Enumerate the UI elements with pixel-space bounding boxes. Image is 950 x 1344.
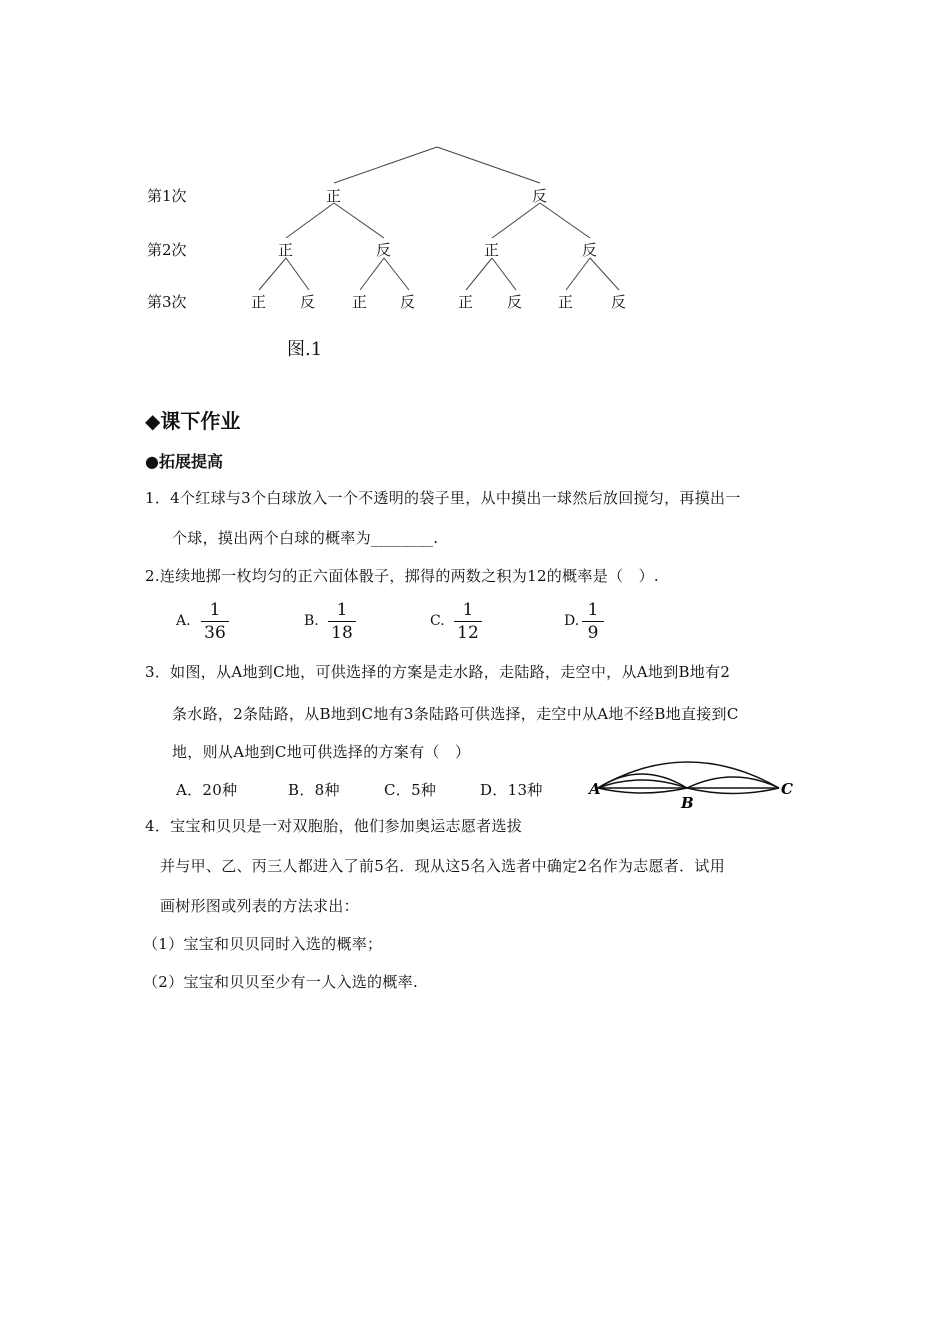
tree-node-l2-3: 反 (582, 241, 598, 259)
q3-option-d: D．13种 (480, 781, 543, 799)
tree-node-l1-1: 反 (532, 187, 548, 205)
q4-line1: 4．宝宝和贝贝是一对双胞胎，他们参加奥运志愿者选拔 (145, 817, 523, 835)
point-a-label: A (589, 780, 601, 798)
level-1-label: 第1次 (147, 187, 187, 205)
route-diagram (585, 752, 805, 812)
level-3-label: 第3次 (147, 293, 187, 311)
tree-node-l1-0: 正 (326, 187, 342, 205)
q1-line2: 个球，摸出两个白球的概率为________. (172, 529, 439, 547)
q3-option-a: A．20种 (176, 781, 238, 799)
fraction-denominator: 18 (331, 623, 353, 643)
q2-option-a-letter: A. (176, 613, 191, 629)
q2-option-b-fraction (328, 600, 356, 643)
point-b-label: B (681, 794, 694, 812)
q3-line3: 地，则从A地到C地可供选择的方案有（ ） (172, 743, 471, 761)
fraction-denominator: 12 (457, 623, 479, 643)
tree-node-l2-0: 正 (278, 241, 294, 259)
q3-option-c: C．5种 (384, 781, 437, 799)
fraction-denominator: 36 (204, 623, 226, 643)
level-2-label: 第2次 (147, 241, 187, 259)
tree-node-l3-1: 反 (300, 293, 316, 311)
fraction-numerator: 1 (587, 600, 599, 620)
fraction-denominator: 9 (587, 623, 599, 643)
q1-line1: 1．4个红球与3个白球放入一个不透明的袋子里，从中摸出一球然后放回搅匀，再摸出一 (145, 489, 741, 507)
probability-tree-diagram (0, 0, 950, 380)
q2-stem: 2.连续地掷一枚均匀的正六面体骰子，掷得的两数之积为12的概率是（ ）. (145, 567, 659, 585)
q2-option-c-fraction (454, 600, 482, 643)
q2-option-a-fraction (201, 600, 229, 643)
q4-sub1: （1）宝宝和贝贝同时入选的概率； (143, 935, 383, 953)
q2-option-d-letter: D. (564, 613, 580, 629)
tree-node-l2-1: 反 (376, 241, 392, 259)
q2-option-d-fraction (582, 600, 604, 643)
q4-line3: 画树形图或列表的方法求出： (160, 897, 359, 915)
tree-node-l3-7: 反 (611, 293, 627, 311)
q3-option-b: B．8种 (288, 781, 340, 799)
tree-node-l3-5: 反 (507, 293, 523, 311)
q2-option-c-letter: C. (430, 613, 445, 629)
section-subtitle: ●拓展提高 (145, 452, 223, 471)
tree-node-l3-3: 反 (400, 293, 416, 311)
q4-sub2: （2）宝宝和贝贝至少有一人入选的概率. (143, 973, 419, 991)
q3-line1: 3．如图，从A地到C地，可供选择的方案是走水路，走陆路，走空中，从A地到B地有2 (145, 663, 731, 681)
q2-option-b-letter: B. (304, 613, 319, 629)
tree-node-l3-2: 正 (352, 293, 368, 311)
fraction-numerator: 1 (336, 600, 348, 620)
section-title: ◆课下作业 (145, 409, 241, 433)
q3-line2: 条水路，2条陆路，从B地到C地有3条陆路可供选择，走空中从A地不经B地直接到C (172, 705, 739, 723)
fraction-numerator: 1 (462, 600, 474, 620)
q4-line2: 并与甲、乙、丙三人都进入了前5名．现从这5名入选者中确定2名作为志愿者．试用 (160, 857, 726, 875)
point-c-label: C (781, 780, 793, 798)
tree-node-l3-6: 正 (558, 293, 574, 311)
tree-node-l3-4: 正 (458, 293, 474, 311)
fraction-numerator: 1 (209, 600, 221, 620)
figure-caption: 图.1 (287, 339, 323, 360)
tree-node-l3-0: 正 (251, 293, 267, 311)
tree-node-l2-2: 正 (484, 241, 500, 259)
